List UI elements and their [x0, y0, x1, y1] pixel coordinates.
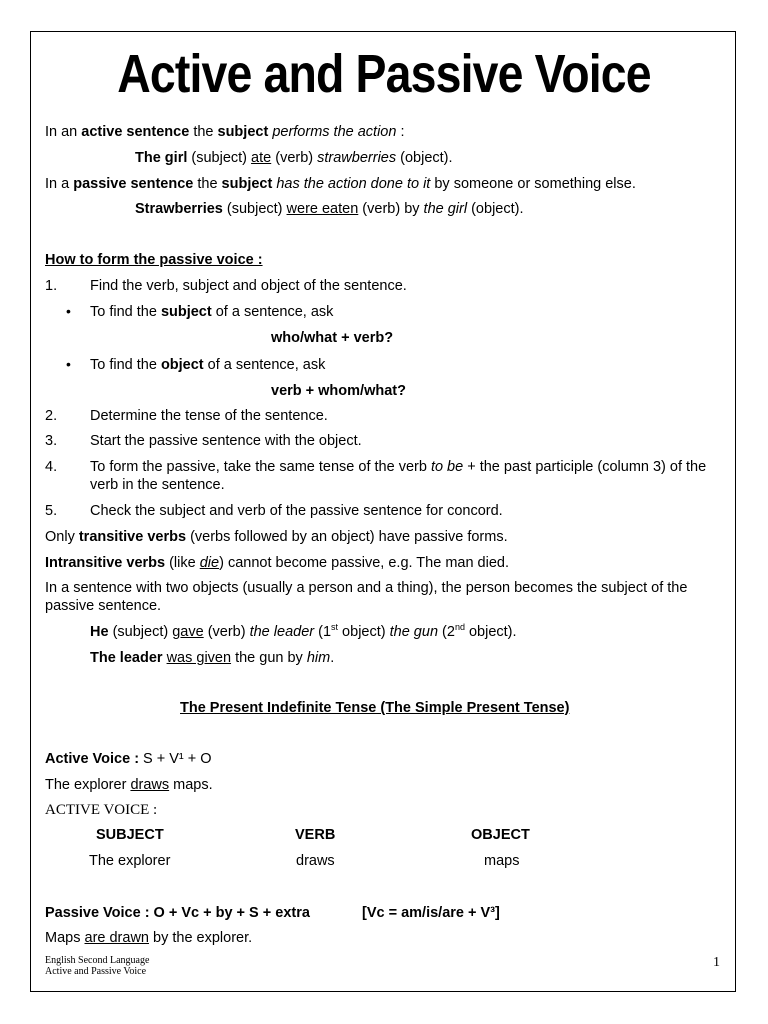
page-title: Active and Passive Voice: [117, 44, 651, 104]
step-1-number: 1.: [45, 278, 58, 294]
object-formula: verb + whom/what?: [271, 383, 406, 399]
step-1-text: Find the verb, subject and object of the sentence.: [90, 278, 407, 294]
active-voice-label: ACTIVE VOICE :: [45, 802, 158, 818]
passive-voice-note: [Vc = am/is/are + V³]: [362, 905, 500, 921]
subject-formula: who/what + verb?: [271, 330, 394, 346]
step-3-text: Start the passive sentence with the object.: [90, 433, 362, 449]
step-4-text: To form the passive, take the same tense of the verb to be + the past participle (column 3) of the verb in the sentence.: [90, 459, 707, 493]
passive-voice-sentence: Maps are drawn by the explorer.: [45, 930, 253, 946]
active-example: The girl (subject) ate (verb) strawberries (object).: [135, 150, 453, 166]
active-voice-formula: Active Voice : S + V¹ + O: [45, 751, 212, 767]
table-header-verb: VERB: [295, 827, 336, 843]
footer: [45, 955, 149, 977]
table-cell-object: maps: [484, 853, 520, 869]
page-number: 1: [713, 955, 720, 970]
bullet-icon: •: [66, 303, 71, 319]
table-cell-verb: draws: [296, 853, 335, 869]
passive-example: Strawberries (subject) were eaten (verb) by the girl (object).: [135, 201, 524, 217]
step-2-number: 2.: [45, 408, 58, 424]
bullet-object: To find the object of a sentence, ask: [90, 357, 326, 373]
transitive-note: Only transitive verbs (verbs followed by an object) have passive forms.: [45, 529, 508, 545]
intransitive-note: Intransitive verbs (like die) cannot become passive, e.g. The man died.: [45, 555, 509, 571]
bullet-icon: •: [66, 356, 71, 372]
passive-definition: In a passive sentence the subject has the action done to it by someone or something else.: [45, 176, 636, 192]
table-header-object: OBJECT: [471, 827, 530, 843]
two-object-example-1: He (subject) gave (verb) the leader (1st object) the gun (2nd object).: [90, 622, 517, 640]
step-4-number: 4.: [45, 459, 58, 475]
bullet-subject: To find the subject of a sentence, ask: [90, 304, 334, 320]
step-5-number: 5.: [45, 503, 58, 519]
table-cell-subject: The explorer: [89, 853, 171, 869]
footer-line-1: English Second Language: [45, 955, 150, 966]
step-3-number: 3.: [45, 433, 58, 449]
active-voice-sentence: The explorer draws maps.: [45, 777, 213, 793]
howto-heading: How to form the passive voice :: [45, 252, 263, 268]
table-header-subject: SUBJECT: [96, 827, 164, 843]
tense-heading: The Present Indefinite Tense (The Simple Present Tense): [180, 700, 570, 716]
step-2-text: Determine the tense of the sentence.: [90, 408, 328, 424]
step-5-text: Check the subject and verb of the passive sentence for concord.: [90, 503, 503, 519]
passive-voice-formula: Passive Voice : O + Vc + by + S + extra: [45, 905, 310, 921]
two-object-example-2: The leader was given the gun by him.: [90, 650, 335, 666]
active-definition: In an active sentence the subject performs the action :: [45, 124, 405, 140]
two-objects-note: In a sentence with two objects (usually a person and a thing), the person becomes the subject of the passive sentence.: [45, 580, 688, 614]
footer-line-2: Active and Passive Voice: [45, 966, 147, 977]
